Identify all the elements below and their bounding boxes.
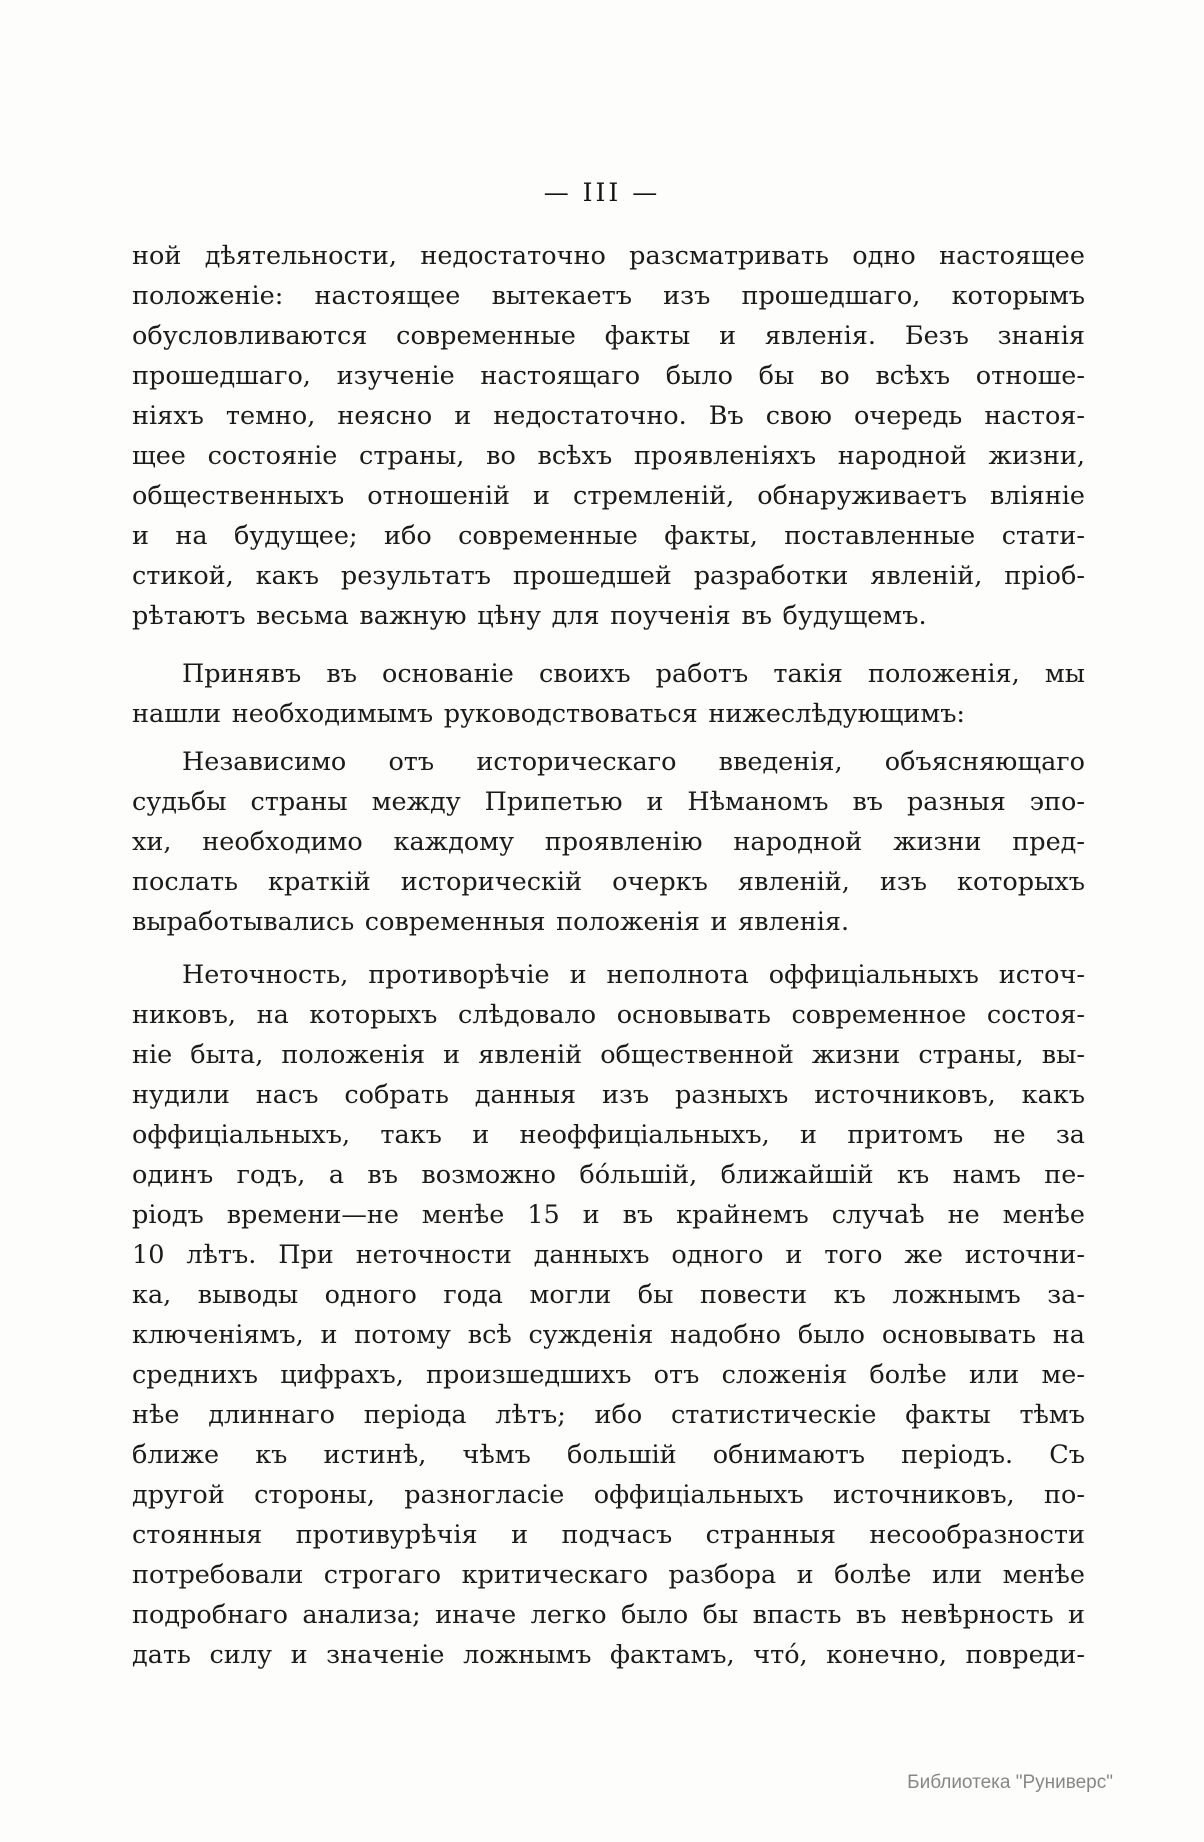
- text-line: среднихъ цифрахъ, произшедшихъ отъ сложенія болѣе или ме-: [132, 1360, 1085, 1390]
- text-line: выработывались современныя положенія и явленія.: [132, 907, 850, 937]
- text-line: ніяхъ темно, неясно и недостаточно. Въ свою очередь настоя-: [132, 401, 1085, 431]
- text-line: оффиціальныхъ, такъ и неоффиціальныхъ, и притомъ не за: [132, 1120, 1085, 1150]
- library-watermark: Библиотека "Руниверс": [907, 1772, 1113, 1793]
- text-line: хи, необходимо каждому проявленію народной жизни пред-: [132, 827, 1085, 857]
- paragraph: [132, 742, 1085, 942]
- text-line: другой стороны, разногласіе оффиціальныхъ источниковъ, по-: [132, 1480, 1085, 1510]
- text-block: [132, 236, 1085, 1675]
- text-line: ка, выводы одного года могли бы повести къ ложнымъ за-: [132, 1280, 1085, 1310]
- text-line: нудили насъ собрать данныя изъ разныхъ источниковъ, какъ: [132, 1080, 1085, 1110]
- text-line: потребовали строгаго критическаго разбора и болѣе или менѣе: [132, 1560, 1085, 1590]
- text-line: Принявъ въ основаніе своихъ работъ такія положенія, мы: [182, 659, 1085, 689]
- text-line: ніе быта, положенія и явленій общественной жизни страны, вы-: [132, 1040, 1085, 1070]
- text-line: Неточность, противорѣчіе и неполнота оффиціальныхъ источ-: [182, 960, 1085, 990]
- text-line: никовъ, на которыхъ слѣдовало основывать современное состоя-: [132, 1000, 1085, 1030]
- text-line: подробнаго анализа; иначе легко было бы впасть въ невѣрность и: [132, 1600, 1085, 1630]
- text-line: нашли необходимымъ руководствоваться нижеслѣдующимъ:: [132, 699, 966, 729]
- text-line: щее состояніе страны, во всѣхъ проявленіяхъ народной жизни,: [132, 441, 1085, 471]
- text-line: дать силу и значеніе ложнымъ фактамъ, что́, конечно, повреди-: [132, 1640, 1085, 1670]
- text-line: ключеніямъ, и потому всѣ сужденія надобно было основывать на: [132, 1320, 1085, 1350]
- text-line: Независимо отъ историческаго введенія, объясняющаго: [182, 747, 1085, 777]
- text-line: ной дѣятельности, недостаточно разсматривать одно настоящее: [132, 241, 1085, 271]
- text-line: прошедшаго, изученіе настоящаго было бы во всѣхъ отноше-: [132, 361, 1085, 391]
- text-line: стоянныя противурѣчія и подчасъ странныя несообразности: [132, 1520, 1085, 1550]
- text-line: судьбы страны между Припетью и Нѣманомъ въ разныя эпо-: [132, 787, 1085, 817]
- page-number: — III —: [543, 178, 661, 207]
- text-line: положеніе: настоящее вытекаетъ изъ прошедшаго, которымъ: [132, 281, 1085, 311]
- paragraph: [132, 236, 1085, 636]
- text-line: ближе къ истинѣ, чѣмъ большій обнимаютъ періодъ. Съ: [132, 1440, 1085, 1470]
- paragraph: [132, 955, 1085, 1675]
- text-line: общественныхъ отношеній и стремленій, обнаруживаетъ вліяніе: [132, 481, 1085, 511]
- text-line: одинъ годъ, а въ возможно бо́льшій, ближайшій къ намъ пе-: [132, 1160, 1085, 1190]
- text-line: рѣтаютъ весьма важную цѣну для поученія въ будущемъ.: [132, 601, 927, 631]
- text-line: обусловливаются современные факты и явленія. Безъ знанія: [132, 321, 1085, 351]
- text-line: 10 лѣтъ. При неточности данныхъ одного и того же источни-: [132, 1240, 1085, 1270]
- text-line: ріодъ времени—не менѣе 15 и въ крайнемъ случаѣ не менѣе: [132, 1200, 1085, 1230]
- text-line: послать краткій историческій очеркъ явленій, изъ которыхъ: [132, 867, 1085, 897]
- text-line: стикой, какъ результатъ прошедшей разработки явленій, пріоб-: [132, 561, 1085, 591]
- paragraph: [132, 654, 1085, 734]
- text-line: нѣе длиннаго періода лѣтъ; ибо статистическіе факты тѣмъ: [132, 1400, 1085, 1430]
- text-line: и на будущее; ибо современные факты, поставленные стати-: [132, 521, 1085, 551]
